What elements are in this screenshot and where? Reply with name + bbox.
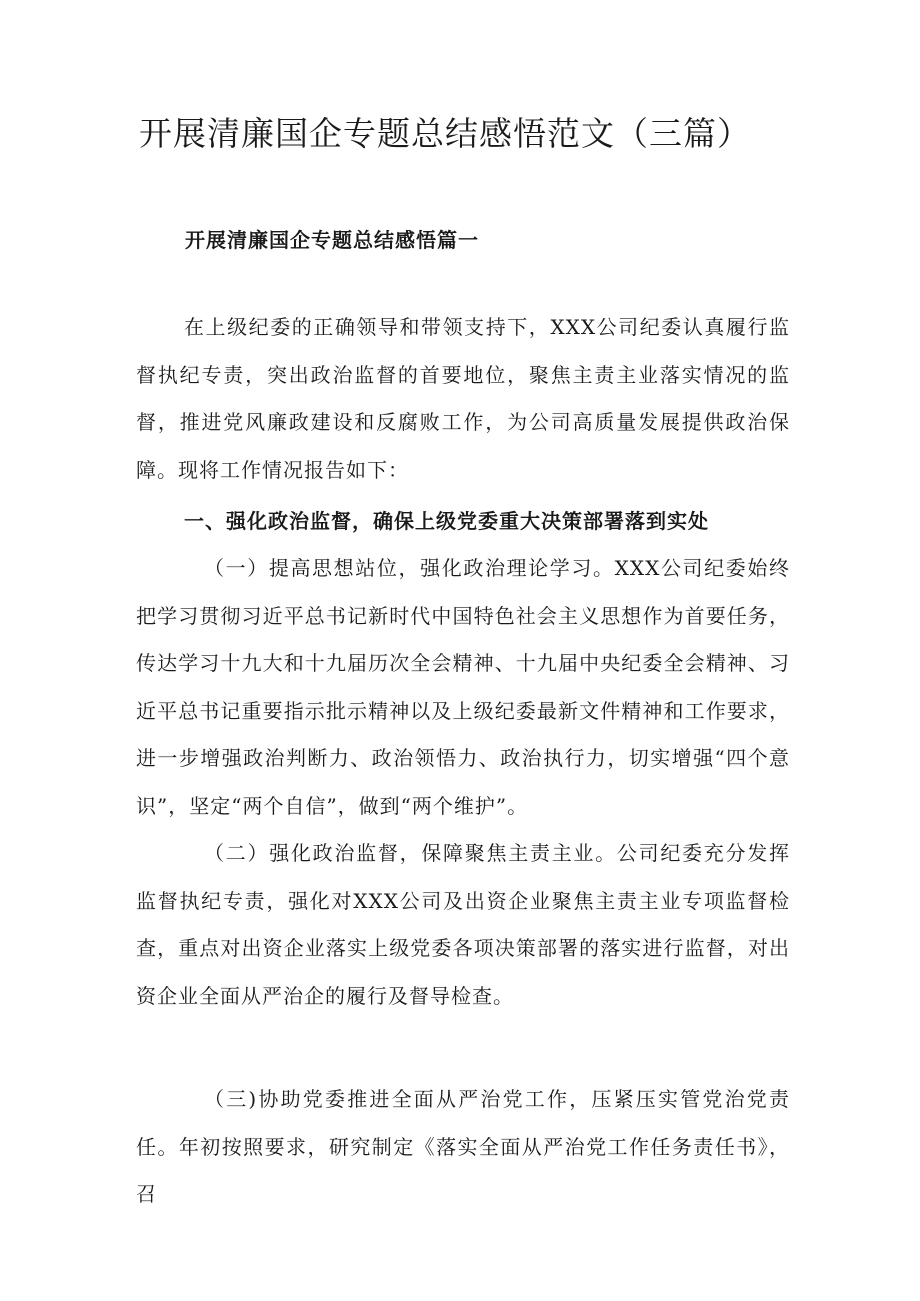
document-title: 开展清廉国企专题总结感悟范文（三篇） <box>139 114 751 153</box>
item-paragraph-3: （三)协助党委推进全面从严治党工作，压紧压实管党治党责任。年初按照要求，研究制定《落实全面从严治党工作任务责任书》，召 <box>136 1087 790 1206</box>
item-paragraph-1: （一）提高思想站位，强化政治理论学习。XXX公司纪委始终把学习贯彻习近平总书记新时代中国特色社会主义思想作为首要任务，传达学习十九大和十九届历次全会精神、十九届中央纪委全会精神、习近平总书记重要指示批示精神以及上级纪委最新文件精神和工作要求，进一步增强政治判断力、政治领悟力、政治执行力，切实增强“四个意识”，坚定“两个自信”，做到“两个维护”。 <box>136 556 790 818</box>
intro-paragraph: 在上级纪委的正确领导和带领支持下，XXX公司纪委认真履行监督执纪专责，突出政治监督的首要地位，聚焦主责主业落实情况的监督，推进党风廉政建设和反腐败工作，为公司高质量发展提供政治保障。现将工作情况报告如下： <box>136 315 790 482</box>
section-heading: 一、强化政治监督，确保上级党委重大决策部署落到实处 <box>184 509 709 533</box>
item-paragraph-2: （二）强化政治监督，保障聚焦主责主业。公司纪委充分发挥监督执纪专责，强化对XXX公司及出资企业聚焦主责主业专项监督检查，重点对出资企业落实上级党委各项决策部署的落实进行监督，对出资企业全面从严治企的履行及督导检查。 <box>136 841 790 1008</box>
document-subtitle: 开展清廉国企专题总结感悟篇一 <box>185 228 479 252</box>
